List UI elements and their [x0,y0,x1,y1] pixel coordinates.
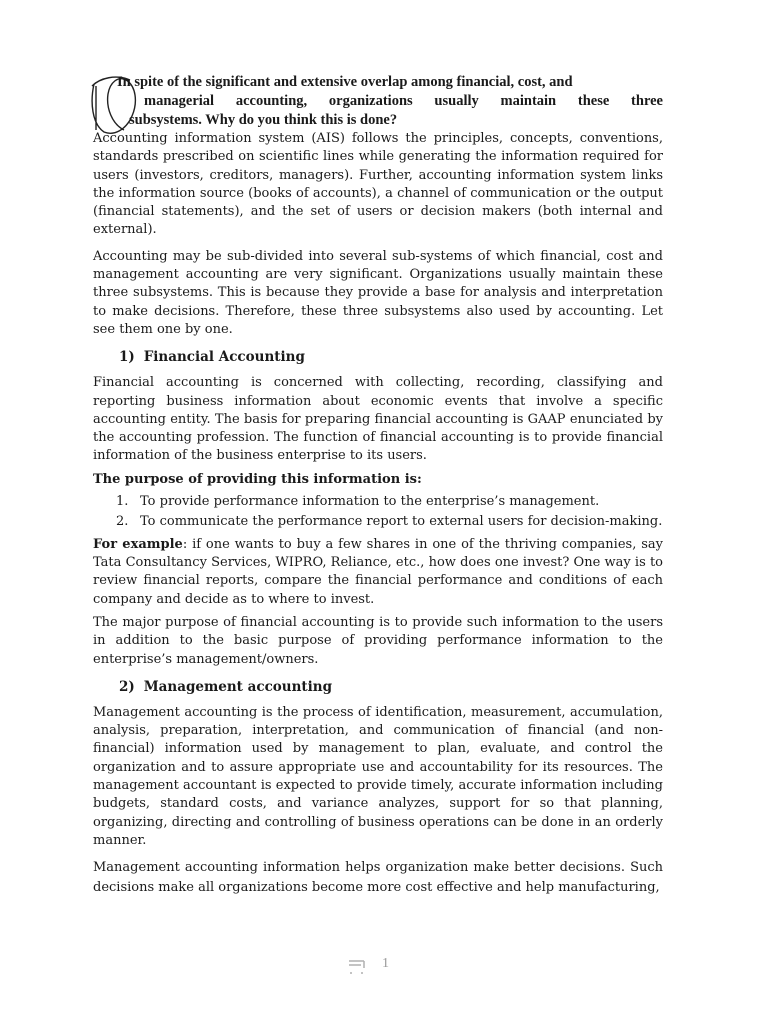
question-heading [93,73,663,130]
example-paragraph [93,536,663,609]
question-line-1: In spite of the significant and extensive overlap among financial, cost, and [117,74,573,90]
section-heading-financial-accounting [93,349,663,365]
example-label: For example [93,536,183,552]
footer-mark-icon [346,956,370,976]
purpose-lead: The purpose of providing this information is: [93,471,422,487]
page-footer [344,954,424,980]
question-line-2: managerial accounting, organizations usually maintain these three [144,93,663,109]
section-number: 2) [119,678,135,695]
purpose-list [93,492,663,532]
list-item: 2. To communicate the performance report to external users for decision-making. [116,513,663,529]
section-title: Financial Accounting [143,349,305,366]
page-number: 1 [382,956,389,971]
section-number: 1) [119,349,135,366]
management-accounting-paragraph: Management accounting is the process of identification, measurement, accumulation, analysis, preparation, interpretation, and communication of financial (and non-financial) information used by management to plan, evaluate, and control the organization and to assure appropriate use and accountability for its resources. The management accountant is expected to provide timely, accurate information including budgets, standard costs, and variance analyzes, support for so that planning, organizing, directing and controlling of business operations can be done in an orderly manner. [93,704,663,848]
section-heading-management-accounting [93,679,663,695]
question-line-3: subsystems. Why do you think this is done? [129,112,398,128]
management-accounting-paragraph-2: Management accounting information helps organization make better decisions. Such decisions make all organizations become more cost effective and help manufacturing, [93,860,663,895]
subsystems-paragraph: Accounting may be sub-divided into several sub-systems of which financial, cost and management accounting are very significant. Organizations usually maintain these three subsystems. This is because they provide a base for analysis and interpretation to make decisions. Therefore, these three subsystems also used by accounting. Let see them one by one. [93,248,663,337]
list-item: 1. To provide performance information to the enterprise’s management. [116,493,600,509]
major-purpose-paragraph: The major purpose of financial accounting is to provide such information to the users in addition to the basic purpose of providing performance information to the enterprise’s management/owners. [93,614,663,667]
example-text: : if one wants to buy a few shares in one of the thriving companies, say Tata Consultancy Services, WIPRO, Reliance, etc., how does one invest? One way is to review financial reports, compare the financial performance and conditions of each company and decide as to where to invest. [93,536,663,607]
intro-paragraph: Accounting information system (AIS) follows the principles, concepts, conventions, standards prescribed on scientific lines while generating the information required for users (investors, creditors, managers). Further, accounting information system links the information source (books of accounts), a channel of communication or the output (financial statements), and the set of users or decision makers (both internal and external). [93,131,663,238]
section-title: Management accounting [143,678,333,695]
document-body [93,73,663,897]
financial-accounting-paragraph: Financial accounting is concerned with collecting, recording, classifying and reporting business information about economic events that involve a specific accounting entity. The basis for preparing financial accounting is GAAP enunciated by the accounting profession. The function of financial accounting is to provide financial information of the business enterprise to its users. [93,375,663,464]
